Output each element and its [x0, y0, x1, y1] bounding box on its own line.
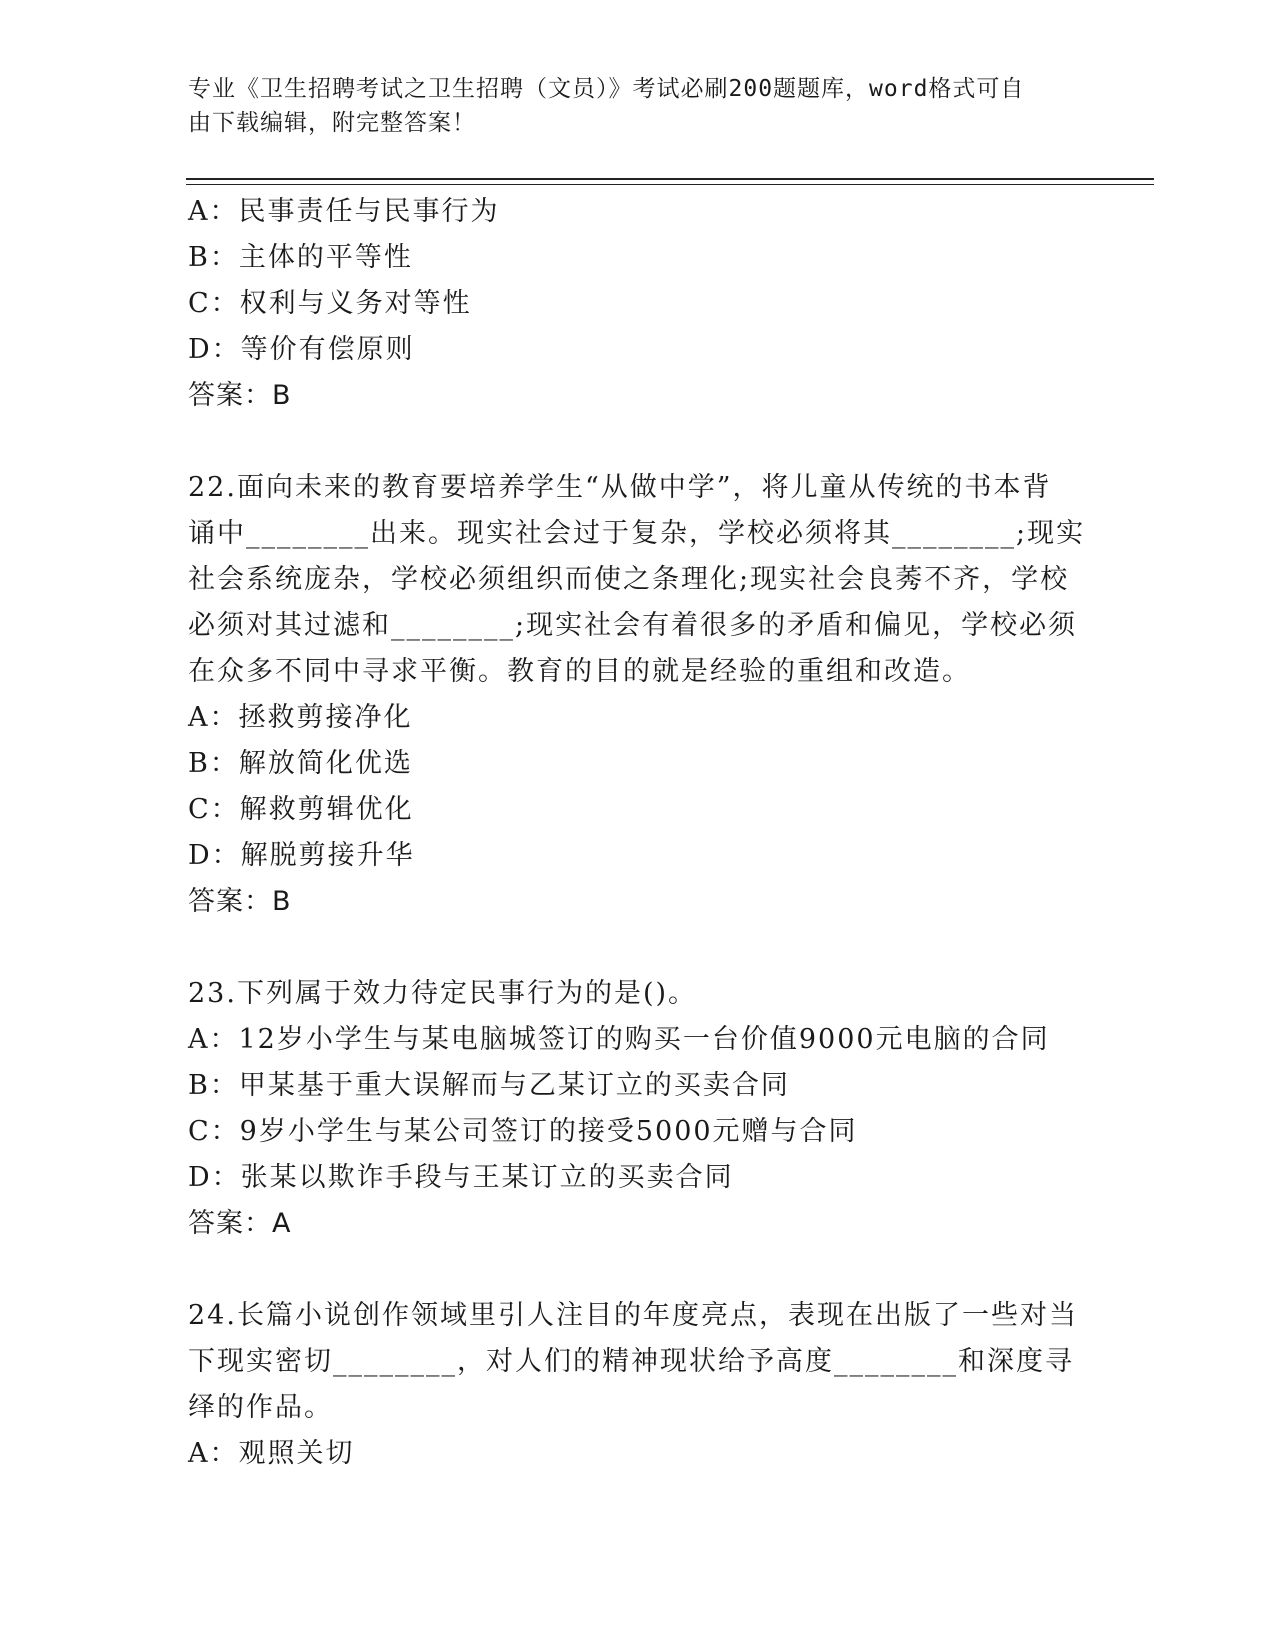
option-a: A：观照关切: [188, 1438, 355, 1469]
header-line-1: 专业《卫生招聘考试之卫生招聘（文员）》考试必刷200题题库，word格式可自: [188, 76, 1025, 102]
option-b: B：解放简化优选: [188, 748, 413, 779]
question-stem-line: 下现实密切________，对人们的精神现状给予高度________和深度寻: [188, 1346, 1074, 1377]
option-d: D：等价有偿原则: [188, 334, 415, 365]
option-a: A：拯救剪接净化: [188, 702, 413, 733]
option-b: B：甲某基于重大误解而与乙某订立的买卖合同: [188, 1070, 790, 1101]
option-a: A：民事责任与民事行为: [188, 196, 500, 227]
question-stem-line: 24.长篇小说创作领域里引人注目的年度亮点，表现在出版了一些对当: [188, 1300, 1078, 1331]
question-23: [188, 971, 1088, 1247]
header-divider-thick: [186, 178, 1154, 180]
question-stem-line: 绎的作品。: [188, 1392, 333, 1423]
option-d: D：解脱剪接升华: [188, 840, 415, 871]
question-stem-line: 23.下列属于效力待定民事行为的是()。: [188, 978, 698, 1009]
spacer: [188, 925, 1088, 971]
question-stem-line: 在众多不同中寻求平衡。教育的目的就是经验的重组和改造。: [188, 656, 971, 687]
answer: 答案：B: [188, 380, 292, 411]
answer: 答案：A: [188, 1208, 292, 1239]
question-stem-line: 社会系统庞杂，学校必须组织而使之条理化;现实社会良莠不齐，学校: [188, 564, 1070, 595]
question-stem-line: 必须对其过滤和________;现实社会有着很多的矛盾和偏见，学校必须: [188, 610, 1078, 641]
question-list: [188, 189, 1088, 1477]
question-24: [188, 1293, 1088, 1477]
question-21: [188, 189, 1088, 419]
question-stem-line: 诵中________出来。现实社会过于复杂，学校必须将其________;现实: [188, 518, 1086, 549]
option-c: C：权利与义务对等性: [188, 288, 472, 319]
header-line-2: 由下载编辑，附完整答案！: [188, 110, 476, 136]
header-divider-thin: [186, 184, 1154, 185]
option-b: B：主体的平等性: [188, 242, 413, 273]
spacer: [188, 1247, 1088, 1293]
option-c: C：9岁小学生与某公司签订的接受5000元赠与合同: [188, 1116, 858, 1147]
spacer: [188, 419, 1088, 465]
option-a: A：12岁小学生与某电脑城签订的购买一台价值9000元电脑的合同: [188, 1024, 1050, 1055]
option-d: D：张某以欺诈手段与王某订立的买卖合同: [188, 1162, 734, 1193]
question-22: [188, 465, 1088, 925]
document-header: [188, 72, 1088, 140]
question-stem-line: 22.面向未来的教育要培养学生“从做中学”，将儿童从传统的书本背: [188, 472, 1052, 503]
answer: 答案：B: [188, 886, 292, 917]
option-c: C：解救剪辑优化: [188, 794, 414, 825]
